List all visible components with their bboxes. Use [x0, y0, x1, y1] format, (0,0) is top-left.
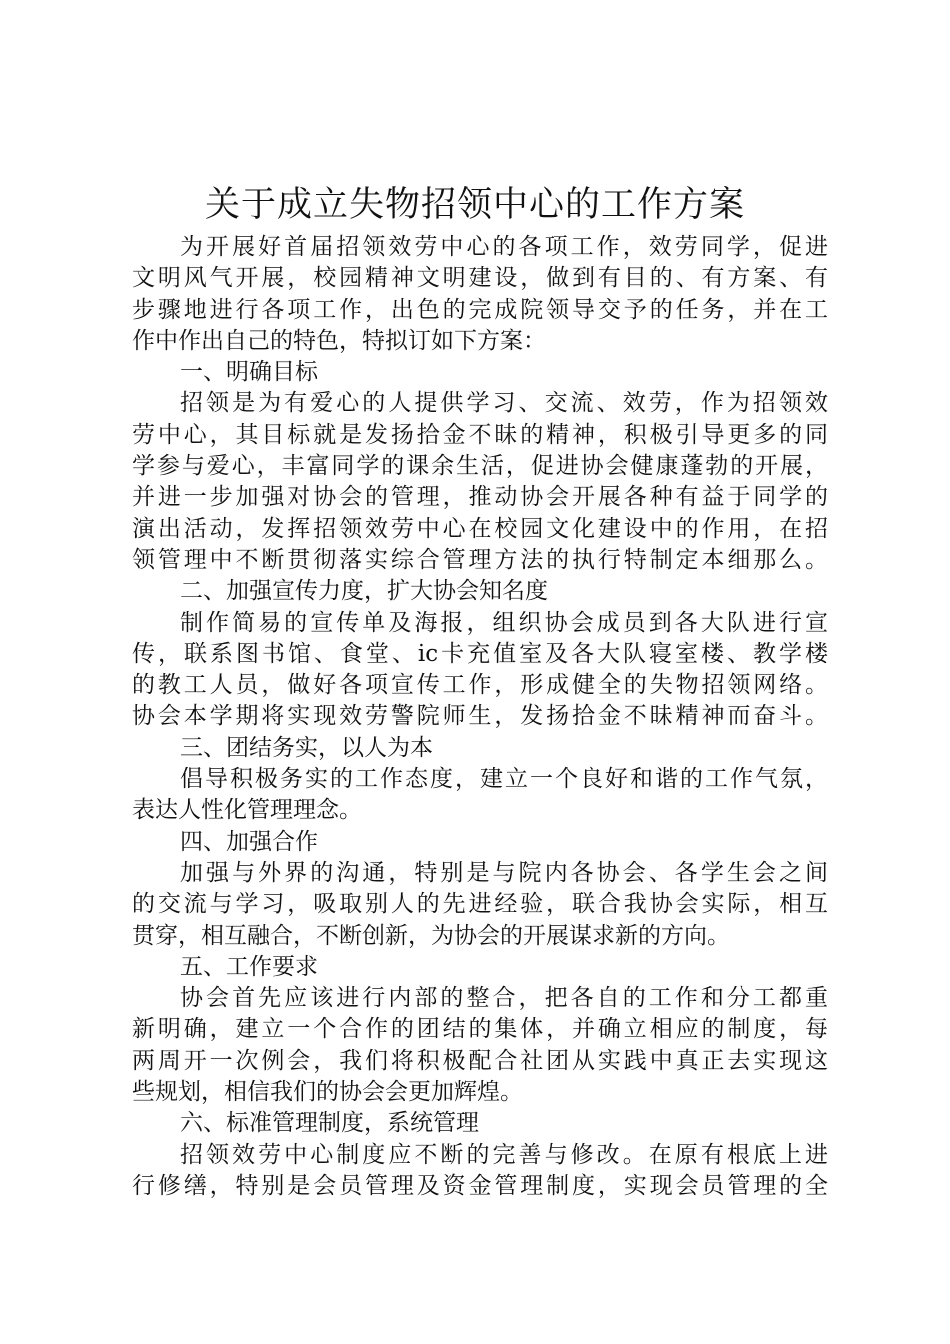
- section-heading: 四、加强合作: [180, 828, 318, 855]
- paragraph-line: 步骤地进行各项工作，出色的完成院领导交予的任务，并在工: [132, 296, 828, 323]
- paragraph-line: 演出活动，发挥招领效劳中心在校园文化建设中的作用，在招: [132, 515, 828, 542]
- paragraph-line: 的教工人员，做好各项宣传工作，形成健全的失物招领网络。: [132, 672, 828, 699]
- paragraph-line: 贯穿，相互融合，不断创新，为协会的开展谋求新的方向。: [132, 922, 730, 949]
- paragraph-line: 倡导积极务实的工作态度，建立一个良好和谐的工作气氛，: [180, 766, 828, 793]
- paragraph-line: 领管理中不断贯彻落实综合管理方法的执行特制定本细那么。: [132, 546, 828, 573]
- paragraph-line: 制作简易的宣传单及海报，组织协会成员到各大队进行宣: [180, 609, 828, 636]
- paragraph-line: 的交流与学习，吸取别人的先进经验，联合我协会实际，相互: [132, 891, 828, 918]
- paragraph-line: 两周开一次例会，我们将积极配合社团从实践中真正去实现这: [132, 1047, 828, 1074]
- paragraph-line: 协会本学期将实现效劳警院师生，发扬拾金不昧精神而奋斗。: [132, 703, 828, 730]
- section-heading: 一、明确目标: [180, 359, 318, 386]
- paragraph-line: 招领是为有爱心的人提供学习、交流、效劳，作为招领效: [180, 390, 828, 417]
- paragraph-line: 传，联系图书馆、食堂、ic卡充值室及各大队寝室楼、教学楼: [132, 640, 828, 667]
- paragraph-line: 学参与爱心，丰富同学的课余生活，促进协会健康蓬勃的开展，: [132, 453, 828, 480]
- paragraph-line: 招领效劳中心制度应不断的完善与修改。在原有根底上进: [180, 1141, 828, 1168]
- document-title: 关于成立失物招领中心的工作方案: [204, 185, 745, 225]
- paragraph-line: 行修缮，特别是会员管理及资金管理制度，实现会员管理的全: [132, 1172, 828, 1199]
- section-heading: 六、标准管理制度，系统管理: [180, 1110, 479, 1137]
- paragraph-line: 加强与外界的沟通，特别是与院内各协会、各学生会之间: [180, 859, 828, 886]
- section-heading: 五、工作要求: [180, 953, 318, 980]
- section-heading: 二、加强宣传力度，扩大协会知名度: [180, 578, 548, 605]
- section-heading: 三、团结务实，以人为本: [180, 734, 433, 761]
- paragraph-line: 协会首先应该进行内部的整合，把各自的工作和分工都重: [180, 985, 828, 1012]
- paragraph-line: 文明风气开展，校园精神文明建设，做到有目的、有方案、有: [132, 265, 828, 292]
- paragraph-line: 为开展好首届招领效劳中心的各项工作，效劳同学，促进: [180, 234, 828, 260]
- paragraph-line: 新明确，建立一个合作的团结的集体，并确立相应的制度，每: [132, 1016, 828, 1043]
- paragraph-line: 些规划，相信我们的协会会更加辉煌。: [132, 1079, 523, 1106]
- paragraph-line: 并进一步加强对协会的管理，推动协会开展各种有益于同学的: [132, 484, 828, 511]
- paragraph-line: 作中作出自己的特色，特拟订如下方案：: [132, 327, 546, 354]
- document-body: [132, 232, 828, 1202]
- paragraph-line: 劳中心，其目标就是发扬拾金不昧的精神，积极引导更多的同: [132, 421, 828, 448]
- paragraph-line: 表达人性化管理理念。: [132, 797, 362, 824]
